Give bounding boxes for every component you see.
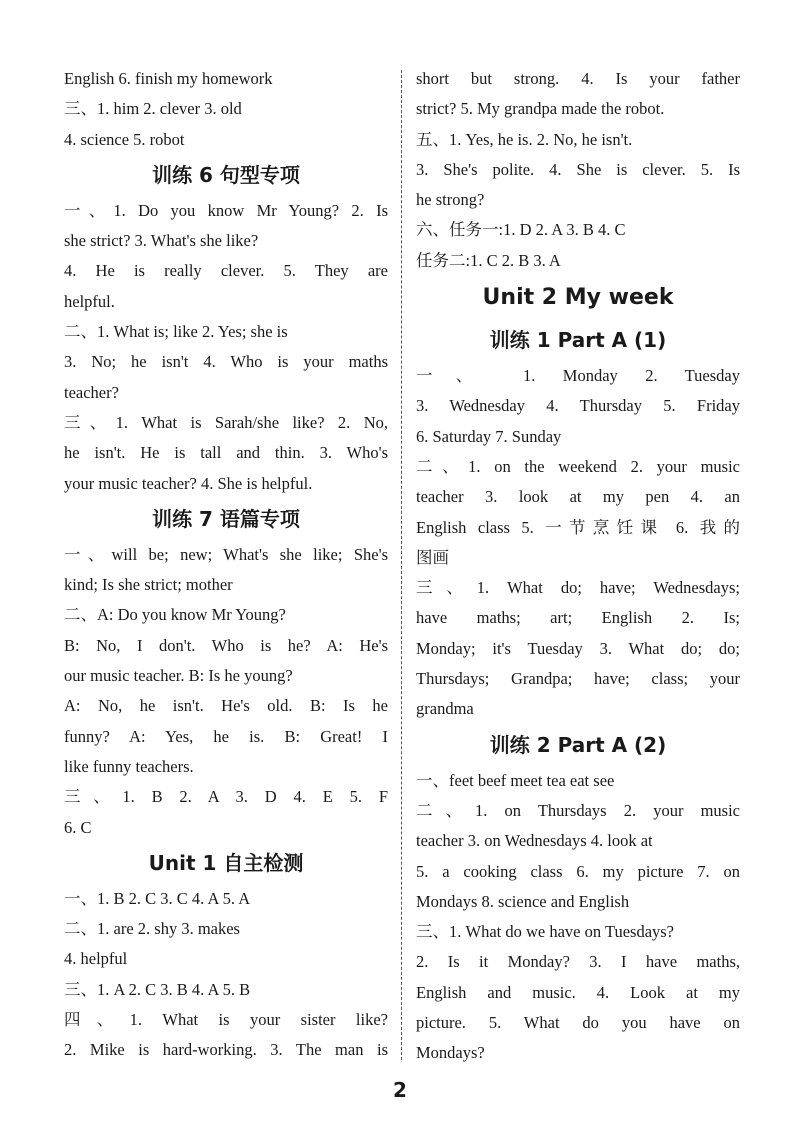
- section-heading: 训练 6 句型专项: [152, 162, 300, 187]
- answer-line: 4. He is really clever. 5. They are: [64, 261, 388, 281]
- section-heading: 训练 1 Part A (1): [489, 328, 667, 353]
- answer-line: 五、1. Yes, he is. 2. No, he isn't.: [416, 129, 633, 149]
- answer-line: B: No, I don't. Who is he? A: He's: [64, 635, 388, 655]
- answer-line: he strong?: [416, 190, 485, 210]
- answer-line: 三、1. him 2. clever 3. old: [64, 99, 242, 119]
- answer-line: 2. Mike is hard-working. 3. The man is: [64, 1040, 388, 1060]
- answer-line: 5. a cooking class 6. my picture 7. on: [416, 861, 740, 881]
- answer-line: 三、1. What do; have; Wednesdays;: [416, 578, 740, 598]
- answer-line: 6. Saturday 7. Sunday: [416, 426, 562, 446]
- answer-line: strict? 5. My grandpa made the robot.: [416, 99, 665, 119]
- answer-line: Mondays?: [416, 1043, 485, 1063]
- answer-line: teacher?: [64, 382, 119, 402]
- answer-line: she strict? 3. What's she like?: [64, 231, 259, 251]
- answer-line: Monday; it's Tuesday 3. What do; do;: [416, 638, 740, 658]
- answer-line: 六、任务一:1. D 2. A 3. B 4. C: [416, 220, 626, 240]
- answer-line: 四、1. What is your sister like?: [64, 1010, 388, 1030]
- answer-line: funny? A: Yes, he is. B: Great! I: [64, 726, 388, 746]
- column-divider: [401, 70, 402, 1060]
- answer-line: have maths; art; English 2. Is;: [416, 608, 740, 628]
- section-heading: 训练 2 Part A (2): [489, 732, 667, 757]
- answer-line: 二、A: Do you know Mr Young?: [64, 605, 286, 625]
- answer-line: 3. No; he isn't 4. Who is your maths: [64, 352, 388, 372]
- answer-line: 二、1. What is; like 2. Yes; she is: [64, 322, 288, 342]
- answer-line: teacher 3. look at my pen 4. an: [416, 487, 740, 507]
- answer-line: 三、1. What is Sarah/she like? 2. No,: [64, 412, 388, 432]
- answer-line: 2. Is it Monday? 3. I have maths,: [416, 952, 740, 972]
- section-heading: Unit 2 My week: [482, 285, 674, 311]
- left-column: [64, 64, 388, 1066]
- answer-line: 6. C: [64, 817, 92, 837]
- answer-line: 3. She's polite. 4. She is clever. 5. Is: [416, 159, 740, 179]
- answer-line: 一、feet beef meet tea eat see: [416, 770, 615, 790]
- answer-line: short but strong. 4. Is your father: [416, 69, 740, 88]
- right-column: [416, 64, 740, 1069]
- answer-line: kind; Is she strict; mother: [64, 575, 233, 595]
- answer-line: our music teacher. B: Is he young?: [64, 666, 293, 686]
- answer-line: grandma: [416, 699, 474, 719]
- page-number: 2: [393, 1078, 407, 1102]
- answer-line: 三、1. A 2. C 3. B 4. A 5. B: [64, 979, 251, 999]
- answer-line: 二、1. on Thursdays 2. your music: [416, 800, 740, 820]
- answer-line: 4. science 5. robot: [64, 129, 185, 149]
- answer-line: 4. helpful: [64, 949, 128, 969]
- answer-line: 三、1. What do we have on Tuesdays?: [416, 922, 675, 942]
- answer-line: 3. Wednesday 4. Thursday 5. Friday: [416, 396, 740, 416]
- answer-line: like funny teachers.: [64, 756, 194, 776]
- section-heading: 训练 7 语篇专项: [152, 506, 300, 531]
- answer-line: 图画: [416, 547, 449, 567]
- answer-line: 一、1. B 2. C 3. C 4. A 5. A: [64, 888, 251, 908]
- answer-line: 三、1. B 2. A 3. D 4. E 5. F: [64, 787, 388, 807]
- section-heading: Unit 1 自主检测: [148, 850, 304, 875]
- answer-line: English and music. 4. Look at my: [416, 982, 740, 1002]
- answer-line: 一、 1. Monday 2. Tuesday: [416, 366, 740, 386]
- answer-line: 二、1. on the weekend 2. your music: [416, 456, 740, 476]
- answer-line: 任务二:1. C 2. B 3. A: [416, 250, 561, 270]
- answer-line: helpful.: [64, 291, 115, 311]
- answer-line: he isn't. He is tall and thin. 3. Who's: [64, 443, 388, 463]
- answer-line: your music teacher? 4. She is helpful.: [64, 473, 313, 493]
- answer-line: Mondays 8. science and English: [416, 891, 630, 911]
- answer-line: teacher 3. on Wednesdays 4. look at: [416, 831, 653, 851]
- answer-line: 二、1. are 2. shy 3. makes: [64, 919, 240, 939]
- answer-line: picture. 5. What do you have on: [416, 1013, 740, 1033]
- answer-line: English class 5. 一节烹饪课 6. 我的: [416, 517, 740, 537]
- answer-line: English 6. finish my homework: [64, 69, 273, 88]
- answer-line: A: No, he isn't. He's old. B: Is he: [64, 696, 388, 716]
- answer-line: 一、will be; new; What's she like; She's: [64, 544, 388, 564]
- answer-line: 一、1. Do you know Mr Young? 2. Is: [64, 200, 388, 220]
- answer-line: Thursdays; Grandpa; have; class; your: [416, 669, 740, 689]
